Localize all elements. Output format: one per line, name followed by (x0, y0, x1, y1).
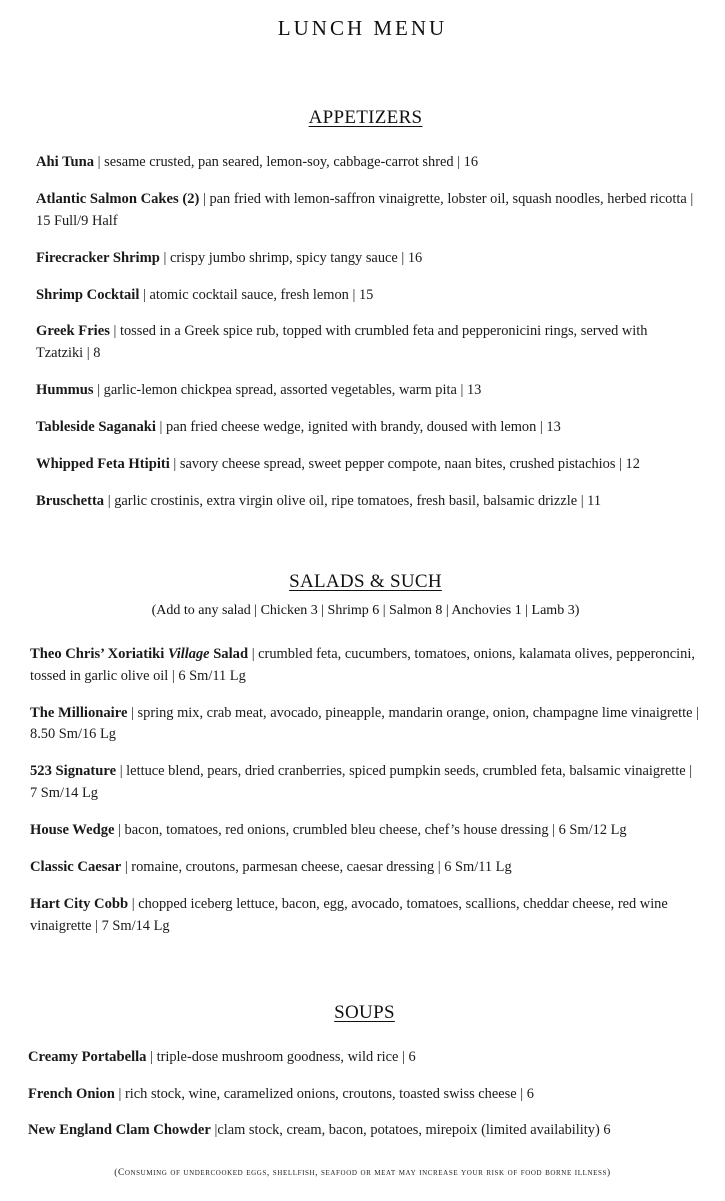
item-description: | garlic crostinis, extra virgin olive oil, ripe tomatoes, fresh basil, balsamic drizzle | 11 (107, 492, 602, 509)
list-item (36, 490, 695, 513)
list-item (36, 284, 695, 307)
item-name-italic: Village (167, 645, 210, 662)
item-description: | crispy jumbo shrimp, spicy tangy sauce | 16 (163, 249, 423, 266)
list-item (28, 1119, 701, 1142)
item-name: Hart City Cobb (30, 895, 129, 912)
item-description: | tossed in a Greek spice rub, topped with crumbled feta and pepperonicini rings, served with Tzatziki | 8 (36, 323, 648, 362)
list-item (30, 819, 701, 842)
item-description: | chopped iceberg lettuce, bacon, egg, avocado, tomatoes, scallions, cheddar cheese, red wine vinaigrette | 7 Sm/14 Lg (30, 895, 668, 934)
item-name-tail: Salad (209, 645, 249, 662)
section-heading-appetizers: APPETIZERS (308, 107, 423, 128)
section-appetizers (0, 107, 725, 513)
list-item (36, 320, 695, 365)
salads-list (30, 643, 701, 938)
item-name: Creamy Portabella (28, 1048, 147, 1065)
item-description: |clam stock, cream, bacon, potatoes, mirepoix (limited availability) 6 (214, 1122, 611, 1139)
item-name: French Onion (28, 1085, 115, 1102)
item-description: | lettuce blend, pears, dried cranberries, spiced pumpkin seeds, crumbled feta, balsamic vinaigrette | 7 Sm/14 Lg (30, 763, 693, 802)
list-item (28, 1046, 701, 1069)
list-item (36, 151, 695, 174)
list-item (30, 856, 701, 879)
item-description: | crumbled feta, cucumbers, tomatoes, onions, kalamata olives, pepperoncini, tossed in garlic olive oil | 6 Sm/11 Lg (30, 645, 695, 684)
item-description: | romaine, croutons, parmesan cheese, caesar dressing | 6 Sm/11 Lg (124, 859, 512, 876)
section-soups (0, 1002, 725, 1143)
item-name: Bruschetta (36, 492, 105, 509)
item-name: Greek Fries (36, 323, 110, 340)
salads-addon-note: (Add to any salad | Chicken 3 | Shrimp 6 | Salmon 8 | Anchovies 1 | Lamb 3) (151, 602, 580, 618)
item-name: House Wedge (30, 822, 115, 839)
item-description: | spring mix, crab meat, avocado, pineapple, mandarin orange, onion, champagne lime vinaigrette | 8.50 Sm/16 Lg (30, 704, 700, 743)
item-name: 523 Signature (30, 763, 117, 780)
item-description: | pan fried cheese wedge, ignited with brandy, doused with lemon | 13 (159, 419, 561, 436)
health-disclaimer: (Consuming of undercooked eggs, shellfish, seafood or meat may increase your risk of food borne illness) (114, 1168, 611, 1179)
item-name: New England Clam Chowder (28, 1122, 211, 1139)
item-name: The Millionaire (30, 704, 128, 721)
item-name: Firecracker Shrimp (36, 249, 160, 266)
list-item (36, 247, 695, 270)
item-name: Ahi Tuna (36, 154, 95, 170)
item-description: | bacon, tomatoes, red onions, crumbled bleu cheese, chef’s house dressing | 6 Sm/12 Lg (118, 822, 627, 839)
disclaimer-block (0, 1168, 725, 1178)
list-item (30, 702, 701, 747)
item-name: Theo Chris’ Xoriatiki (30, 645, 168, 662)
item-name: Classic Caesar (30, 859, 122, 876)
list-item (36, 453, 695, 476)
item-description: | garlic-lemon chickpea spread, assorted vegetables, warm pita | 13 (97, 382, 482, 399)
menu-page (0, 8, 725, 1201)
item-name: Shrimp Cocktail (36, 286, 140, 303)
section-salads (0, 571, 725, 938)
list-item (30, 760, 701, 805)
item-name: Whipped Feta Htipiti (36, 456, 170, 473)
list-item (36, 379, 695, 402)
list-item (28, 1083, 701, 1106)
item-description: | atomic cocktail sauce, fresh lemon | 15 (143, 286, 374, 303)
list-item (30, 893, 701, 938)
item-description: | pan fried with lemon-saffron vinaigrette, lobster oil, squash noodles, herbed ricotta | 15 Full/9 Half (36, 190, 694, 229)
item-name: Atlantic Salmon Cakes (2) (36, 190, 200, 207)
list-item (30, 643, 701, 688)
item-description: | savory cheese spread, sweet pepper compote, naan bites, crushed pistachios | 12 (173, 456, 640, 473)
item-name: Tableside Saganaki (36, 419, 156, 436)
list-item (36, 416, 695, 439)
section-heading-soups: SOUPS (334, 1001, 395, 1023)
item-description: | sesame crusted, pan seared, lemon-soy, cabbage-carrot shred | 16 (97, 154, 479, 170)
soups-list (28, 1046, 701, 1143)
section-heading-salads: SALADS & SUCH (289, 570, 442, 592)
appetizers-list (36, 151, 695, 513)
item-description: | triple-dose mushroom goodness, wild rice | 6 (150, 1048, 416, 1065)
item-name: Hummus (36, 382, 94, 399)
item-description: | rich stock, wine, caramelized onions, croutons, toasted swiss cheese | 6 (118, 1085, 534, 1102)
list-item (36, 188, 695, 233)
page-title: LUNCH MENU (277, 16, 448, 40)
